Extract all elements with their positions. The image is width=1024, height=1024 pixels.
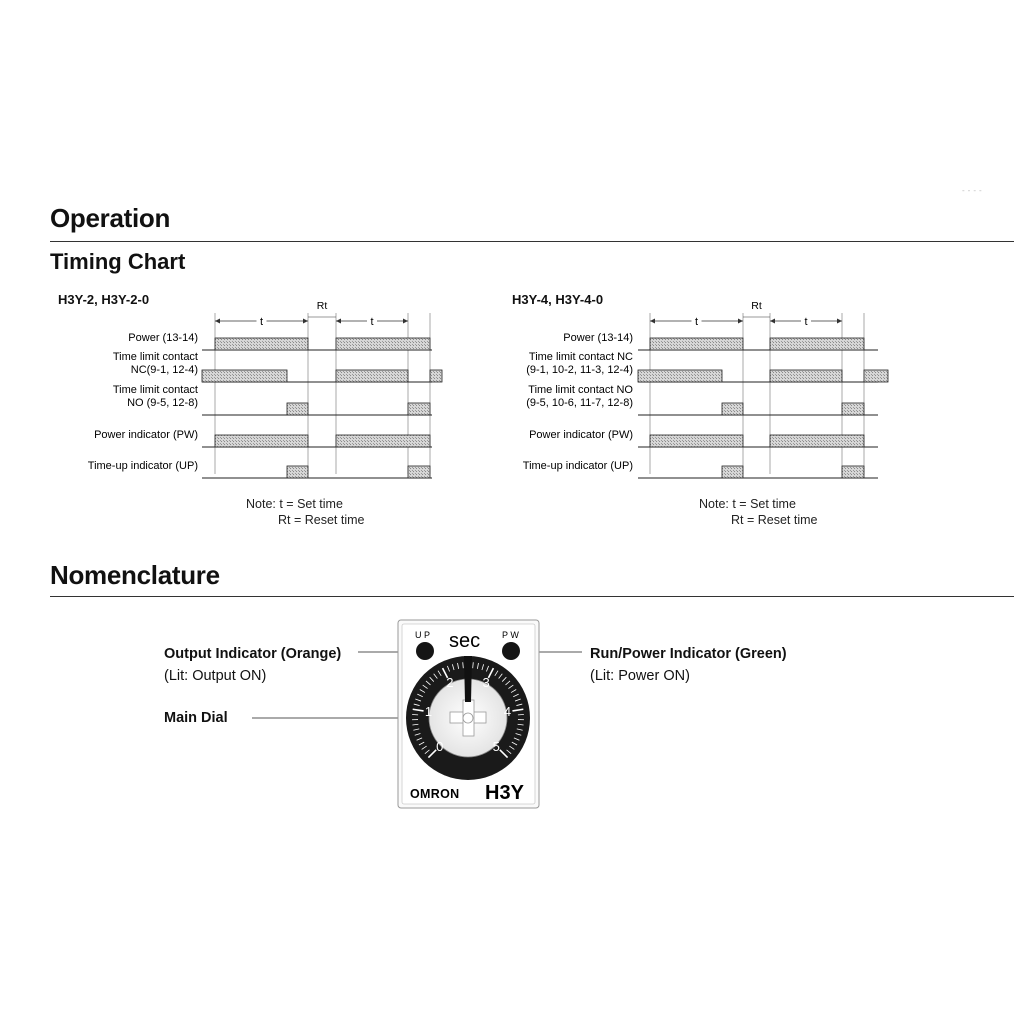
output-indicator-sub: (Lit: Output ON) [164,668,267,684]
timing-pulse [770,370,842,382]
nomenclature-heading: Nomenclature [50,560,220,590]
set-time-dimension-2-arrow-start [336,319,341,324]
timing-pulse [202,370,287,382]
timing-row-label: Time limit contact [112,384,198,396]
right-chart-title: H3Y-4, H3Y-4-0 [512,292,604,307]
timing-row-label: NO (9-5, 12-8) [127,397,198,409]
left-chart-title: H3Y-2, H3Y-2-0 [58,292,150,307]
brand-logo: OMRON [410,787,460,801]
scan-artifact: ---- [962,186,985,195]
reset-time-label: Rt [316,300,328,312]
dial-tick [473,662,474,668]
set-time-dimension-2-arrow-end [837,319,842,324]
timing-pulse [842,466,864,478]
right-note-line1: Note: t = Set time [699,497,796,511]
knob-center [463,713,473,723]
timing-pulse [215,338,308,350]
timing-pulse [408,466,430,478]
left-note-line1: Note: t = Set time [246,497,343,511]
up-label: U P [415,630,431,640]
timing-row-label: Time-up indicator (UP) [522,460,633,472]
unit-label: sec [449,630,481,652]
timing-pulse [770,338,864,350]
dial-number-5: 5 [492,738,500,754]
timing-pulse [770,435,864,447]
timing-row-label: Time limit contact NC [528,351,633,363]
model-label: H3Y [485,782,524,804]
main-dial-title: Main Dial [164,710,228,726]
output-indicator-led [416,642,434,660]
timing-pulse [864,370,888,382]
timing-row-label: Power indicator (PW) [94,429,198,441]
timing-row-label: Time limit contact [112,351,198,363]
timing-pulse [336,338,430,350]
timing-row-label: Time-up indicator (UP) [87,460,198,472]
timing-row-label: Power (13-14) [128,332,198,344]
timing-pulse [722,403,743,415]
dial-number-4: 4 [503,704,512,720]
left-timing-chart [50,300,450,490]
right-note-line2: Rt = Reset time [731,513,818,527]
timing-pulse [215,435,308,447]
timing-pulse [287,466,308,478]
right-timing-chart [500,300,890,490]
set-time-dimension-1-label: t [259,316,264,328]
pw-label: P W [502,630,519,640]
run-indicator-title: Run/Power Indicator (Green) [590,646,787,662]
timing-row-label: Power (13-14) [563,332,633,344]
timing-pulse [336,435,430,447]
timing-chart-heading: Timing Chart [50,249,186,274]
timing-pulse [638,370,722,382]
dial-tick [463,662,464,668]
main-dial[interactable] [406,656,530,780]
timing-pulse [408,403,430,415]
left-chart-note [246,496,365,528]
timing-pulse [842,403,864,415]
timing-row-label: Time limit contact NO [528,384,633,396]
h3y-device-illustration [0,600,1024,860]
set-time-dimension-2-label: t [804,316,808,328]
set-time-dimension-2-label: t [370,316,374,328]
set-time-dimension-1-arrow-end [738,319,743,324]
timing-row-label: Power indicator (PW) [529,429,633,441]
nomenclature-rule [50,596,1014,597]
dial-pointer [464,656,472,702]
timing-row-label: (9-1, 10-2, 11-3, 12-4) [526,364,633,376]
timing-pulse [722,466,743,478]
timing-pulse [287,403,308,415]
set-time-dimension-1-arrow-start [215,319,220,324]
set-time-dimension-1-arrow-end [303,319,308,324]
set-time-dimension-1-arrow-start [650,319,655,324]
run-indicator-led [502,642,520,660]
timing-pulse [430,370,442,382]
operation-heading: Operation [50,203,171,233]
output-indicator-title: Output Indicator (Orange) [164,646,342,662]
set-time-dimension-2-arrow-start [770,319,775,324]
dial-number-0: 0 [436,738,444,754]
timing-pulse [650,435,743,447]
set-time-dimension-1-label: t [694,316,699,328]
timing-row-label: (9-5, 10-6, 11-7, 12-8) [526,397,633,409]
right-chart-note [699,496,818,528]
operation-rule [50,241,1014,242]
dial-number-3: 3 [482,674,490,690]
timing-pulse [336,370,408,382]
dial-number-2: 2 [446,674,454,690]
set-time-dimension-2-arrow-end [403,319,408,324]
timing-pulse [650,338,743,350]
timing-row-label: NC(9-1, 12-4) [130,364,198,376]
run-indicator-sub: (Lit: Power ON) [590,668,690,684]
reset-time-label: Rt [751,300,762,312]
left-note-line2: Rt = Reset time [278,513,365,527]
dial-number-1: 1 [424,704,433,720]
